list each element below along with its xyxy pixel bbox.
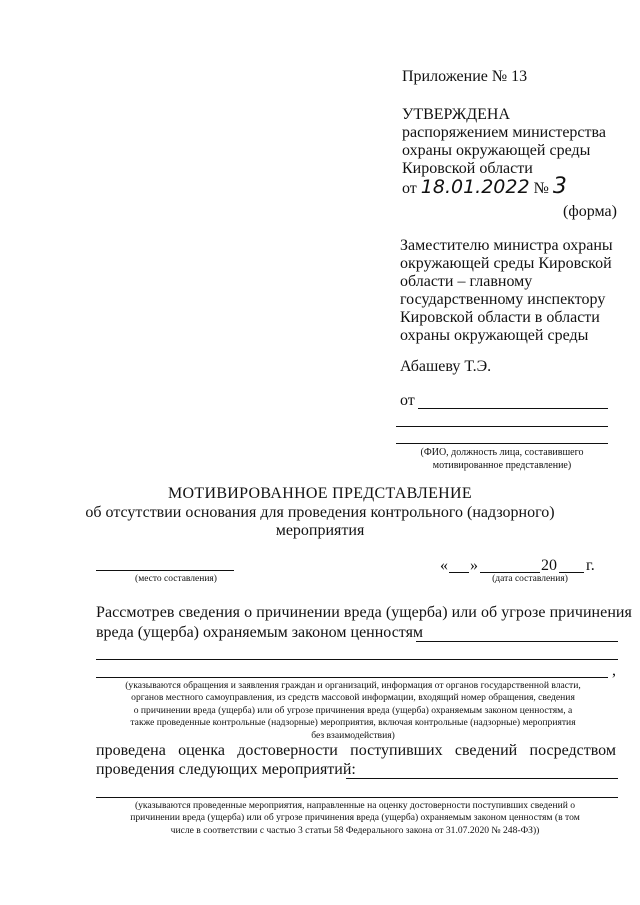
body-paragraph-1-line-2: вреда (ущерба) охраняемым законом ценностям bbox=[96, 624, 424, 641]
document-subtitle-line-2: мероприятия bbox=[275, 522, 365, 539]
body-paragraph-2-line-1: проведена оценка достоверности поступивших сведений посредством bbox=[96, 742, 616, 759]
measures-hint-line-3: числе в соответствии с частью 3 статьи 58 Федерального закона от 31.07.2020 № 248-ФЗ)) bbox=[170, 824, 540, 836]
addressee-line-3: области – главному bbox=[400, 273, 533, 290]
values-hint-line-1: (указываются обращения и заявления граждан и организаций, информация от органов государственной власти, bbox=[125, 680, 581, 691]
values-fill-line-2[interactable] bbox=[96, 659, 618, 660]
place-hint: (место составления) bbox=[135, 574, 217, 584]
approved-heading: УТВЕРЖДЕНА bbox=[402, 106, 511, 123]
values-hint bbox=[88, 680, 618, 742]
year-prefix: 20 bbox=[541, 557, 557, 574]
values-hint-line-5: без взаимодействия) bbox=[311, 729, 395, 741]
date-close-quote: » bbox=[470, 557, 478, 574]
approved-by-line-1: распоряжением министерства bbox=[402, 124, 606, 141]
measures-hint-line-2: причинении вреда (ущерба) или об угрозе причинения вреда (ущерба) охраняемым законом ценностям (в том bbox=[130, 812, 580, 824]
number-prefix: № bbox=[533, 180, 549, 197]
addressee-line-2: окружающей среды Кировской bbox=[400, 255, 612, 272]
date-open-quote: « bbox=[440, 557, 448, 574]
values-hint-line-3: о причинении вреда (ущерба) или об угрозе причинения вреда (ущерба) охраняемым законом ценностям, а bbox=[133, 704, 573, 716]
approval-date-line bbox=[402, 174, 567, 199]
body-paragraph-1-line-1: Рассмотрев сведения о причинении вреда (ущерба) или об угрозе причинения bbox=[96, 604, 632, 621]
from-fill-line-3[interactable] bbox=[396, 443, 608, 444]
document-title: МОТИВИРОВАННОЕ ПРЕДСТАВЛЕНИЕ bbox=[168, 485, 472, 502]
measures-fill-line-1[interactable] bbox=[346, 778, 618, 779]
date-hint: (дата составления) bbox=[492, 574, 568, 584]
measures-fill-line-2[interactable] bbox=[96, 797, 618, 798]
from-hint-line-2: мотивированное представление) bbox=[432, 460, 572, 471]
values-fill-line-1[interactable] bbox=[416, 641, 618, 642]
year-suffix: г. bbox=[586, 557, 595, 574]
line-end-comma: , bbox=[612, 662, 616, 679]
addressee-line-1: Заместителю министра охраны bbox=[400, 237, 613, 254]
addressee-line-6: охраны окружающей среды bbox=[400, 327, 589, 344]
from-label: от bbox=[400, 392, 415, 409]
from-hint bbox=[396, 446, 608, 472]
day-fill-line[interactable] bbox=[449, 572, 469, 573]
from-hint-line-1: (ФИО, должность лица, составившего bbox=[420, 447, 584, 458]
from-fill-line-1[interactable] bbox=[418, 408, 608, 409]
appendix-number: Приложение № 13 bbox=[402, 68, 528, 85]
form-label: (форма) bbox=[563, 203, 617, 220]
approved-by-line-2: охраны окружающей среды bbox=[402, 142, 591, 159]
document-subtitle-line-1: об отсутствии основания для проведения контрольного (надзорного) bbox=[85, 504, 555, 521]
measures-hint-line-1: (указываются проведенные мероприятия, направленные на оценку достоверности поступивших сведений о bbox=[134, 800, 576, 811]
from-fill-line-2[interactable] bbox=[396, 426, 608, 427]
addressee-line-5: Кировской области в области bbox=[400, 309, 600, 326]
measures-hint bbox=[90, 800, 620, 837]
date-prefix: от bbox=[402, 180, 417, 197]
values-hint-line-4: также проведенные контрольные (надзорные) мероприятия, включая контрольные (надзорные) мероприятия bbox=[130, 717, 576, 729]
handwritten-number: 3 bbox=[552, 174, 567, 199]
addressee-name: Абашеву Т.Э. bbox=[400, 358, 492, 375]
place-fill-line[interactable] bbox=[96, 570, 234, 571]
values-hint-line-2: органов местного самоуправления, из средств массовой информации, входящий номер обращения, сведения bbox=[131, 692, 575, 704]
body-paragraph-2-line-2: проведения следующих мероприятий: bbox=[96, 761, 356, 778]
values-fill-line-3[interactable] bbox=[96, 677, 608, 678]
approved-by-line-3: Кировской области bbox=[402, 160, 533, 177]
handwritten-date: 18.01.2022 bbox=[420, 176, 530, 198]
addressee-line-4: государственному инспектору bbox=[400, 291, 606, 308]
